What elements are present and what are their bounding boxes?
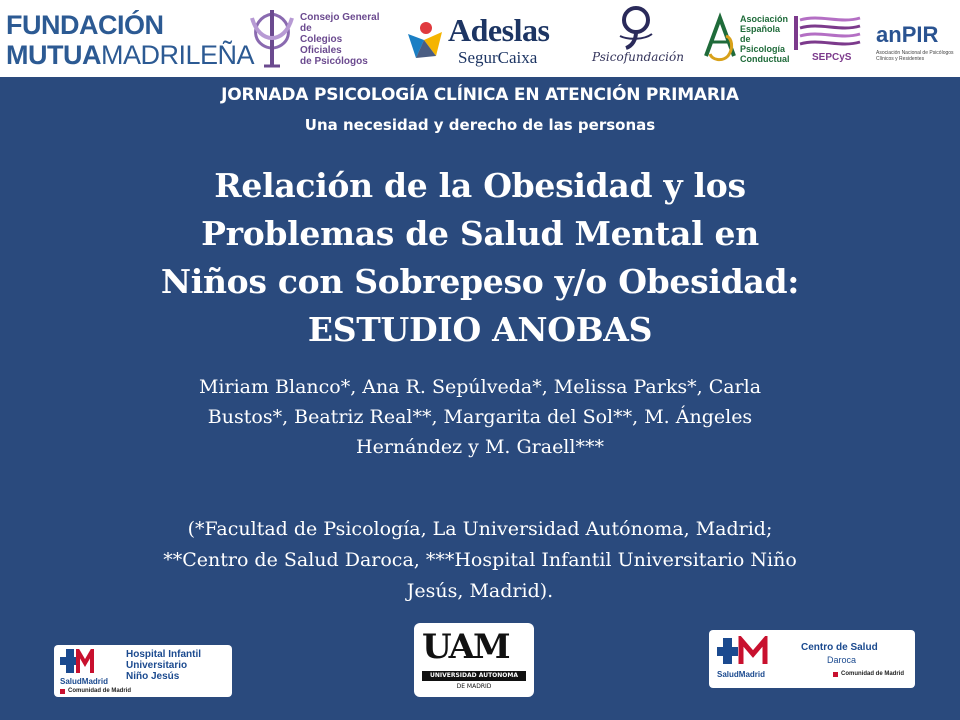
aepc-line-4: Conductual xyxy=(740,54,790,64)
fundacion-mutua-madrilena-logo xyxy=(6,10,255,70)
aepc-line-1: Asociación xyxy=(740,14,789,24)
fundacion-logo-mutua: MUTUA xyxy=(6,40,101,70)
affiliations xyxy=(40,514,920,607)
hospital-name-line-3: Niño Jesús xyxy=(126,671,180,682)
authors-line-2: Bustos*, Beatriz Real**, Margarita del Sol**, M. Ángeles xyxy=(207,406,753,428)
title-line-4: ESTUDIO ANOBAS xyxy=(307,310,653,349)
hnj-salud-madrid-label: SaludMadrid xyxy=(60,677,109,686)
comunidad-flag-icon xyxy=(60,689,65,694)
csd-salud-madrid-mark-icon xyxy=(717,636,773,666)
sponsor-logo-strip xyxy=(0,0,960,77)
salud-madrid-mark-icon xyxy=(60,649,94,675)
hospital-nino-jesus-logo xyxy=(54,645,232,697)
anpir-wordmark xyxy=(876,22,938,48)
cop-line-1: Consejo General de xyxy=(300,12,380,34)
psicofundacion-wordmark: Psicofundación xyxy=(592,50,684,64)
psicofundacion-logo xyxy=(588,6,688,72)
uam-letters: UAM xyxy=(422,627,509,667)
csd-salud-madrid-label: SaludMadrid xyxy=(717,670,766,679)
centro-salud-location: Daroca xyxy=(827,655,857,665)
hospital-name-line-2: Universitario xyxy=(126,660,188,671)
sepcys-emblem-icon xyxy=(790,12,864,52)
hnj-comunidad-label: Comunidad de Madrid xyxy=(68,688,131,694)
affiliation-line-1: (*Facultad de Psicología, La Universidad Autónoma, Madrid; xyxy=(187,518,773,540)
csd-comunidad-flag-icon xyxy=(833,672,838,677)
centro-salud-daroca-logo xyxy=(709,630,915,688)
title-line-3: Niños con Sobrepeso y/o Obesidad: xyxy=(160,262,800,301)
psi-emblem-icon xyxy=(244,8,300,70)
hospital-name xyxy=(126,649,201,682)
adeslas-wordmark: Adeslas xyxy=(448,12,550,48)
consejo-psicologos-logo xyxy=(244,8,384,70)
fundacion-logo-line2 xyxy=(6,40,254,71)
cop-line-3: de Psicólogos xyxy=(300,56,368,67)
authors-line-3: Hernández y M. Graell*** xyxy=(356,436,604,458)
anpir-pir: PIR xyxy=(901,22,939,47)
author-list xyxy=(60,372,900,462)
anpir-an: an xyxy=(876,22,902,47)
aepc-line-2: Española de xyxy=(740,24,781,44)
aepc-line-3: Psicología xyxy=(740,44,786,54)
title-line-1: Relación de la Obesidad y los xyxy=(214,166,746,205)
title-line-2: Problemas de Salud Mental en xyxy=(201,214,759,253)
anpir-tagline: Asociación Nacional de Psicólogos Clínicos y Residentes xyxy=(876,50,954,62)
aepc-text xyxy=(740,14,792,64)
caixa-star-icon xyxy=(402,18,448,62)
anpir-logo xyxy=(872,20,956,62)
cop-line-2: Colegios Oficiales xyxy=(300,34,343,56)
psicofundacion-emblem-icon xyxy=(606,6,666,50)
event-name: JORNADA PSICOLOGÍA CLÍNICA EN ATENCIÓN PRIMARIA xyxy=(221,85,739,105)
centro-salud-name: Centro de Salud xyxy=(801,642,878,653)
segurcaixa-wordmark: SegurCaixa xyxy=(458,48,538,67)
uam-city: DE MADRID xyxy=(456,683,492,690)
affiliation-line-3: Jesús, Madrid). xyxy=(406,580,554,602)
aepc-emblem-icon xyxy=(702,12,738,66)
sepcys-wordmark: SEPCyS xyxy=(812,52,852,63)
csd-comunidad-label: Comunidad de Madrid xyxy=(841,671,904,677)
fundacion-logo-line1: FUNDACIÓN xyxy=(6,10,164,40)
fundacion-logo-madrilena: MADRILEÑA xyxy=(100,40,255,70)
uam-logo xyxy=(414,623,534,697)
affiliation-line-2: **Centro de Salud Daroca, ***Hospital Infantil Universitario Niño xyxy=(163,549,797,571)
hospital-name-line-1: Hospital Infantil xyxy=(126,649,201,660)
aepc-logo xyxy=(702,12,792,68)
authors-line-1: Miriam Blanco*, Ana R. Sepúlveda*, Melissa Parks*, Carla xyxy=(198,376,762,398)
consejo-psicologos-text xyxy=(300,12,384,67)
uam-name: UNIVERSIDAD AUTONOMA xyxy=(430,672,518,679)
event-subtitle: Una necesidad y derecho de las personas xyxy=(304,116,656,134)
adeslas-segurcaixa-logo xyxy=(402,10,562,66)
presentation-title xyxy=(60,162,900,354)
sepcys-logo xyxy=(790,12,864,68)
